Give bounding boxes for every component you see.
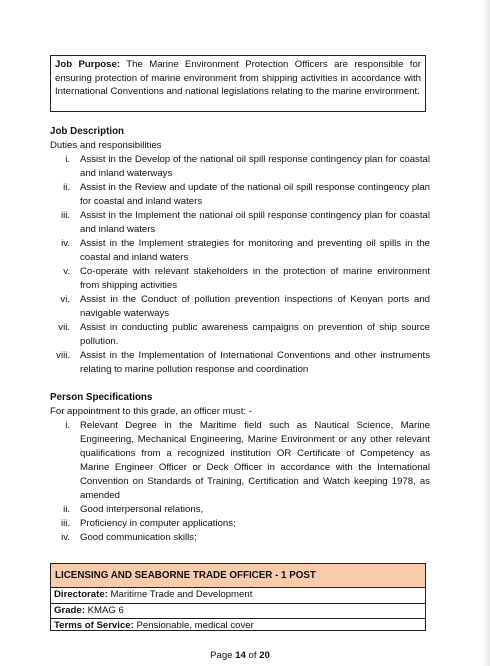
duty-item: [50, 293, 430, 321]
page-prefix: Page: [210, 650, 236, 661]
spec-number: iv.: [61, 532, 70, 543]
spec-item: [50, 503, 430, 517]
post-details-box: [50, 563, 426, 631]
person-spec-list: [50, 419, 430, 545]
spec-text: Good communication skills;: [80, 532, 197, 543]
spec-number: ii.: [63, 504, 70, 515]
duties-list: [50, 153, 430, 377]
grade-label: Grade:: [54, 604, 85, 616]
duty-number: v.: [63, 266, 70, 277]
job-purpose-label: Job Purpose:: [55, 59, 121, 70]
duty-item: [50, 321, 430, 349]
page-total: 20: [259, 650, 270, 661]
duty-item: [50, 349, 430, 377]
terms-row: [51, 619, 425, 634]
directorate-row: [51, 588, 425, 604]
spec-number: iii.: [60, 518, 70, 529]
duty-number: iii.: [60, 210, 70, 221]
spec-text: Proficiency in computer applications;: [80, 518, 236, 529]
duty-number: viii.: [56, 350, 70, 361]
duty-item: [50, 153, 430, 181]
duty-number: iv.: [61, 238, 70, 249]
duty-text: Assist in the Develop of the national oil spill response contingency plan for coastal and inland waterways: [80, 154, 430, 179]
spec-item: [50, 517, 430, 531]
duty-text: Assist in the Review and update of the national oil spill response contingency plan for coastal and inland waters: [80, 182, 430, 207]
spec-text: Good interpersonal relations,: [80, 504, 204, 515]
page-edge-shadow: [482, 0, 490, 666]
duty-number: vii.: [58, 322, 70, 333]
job-purpose-box: [50, 55, 426, 112]
duty-item: [50, 209, 430, 237]
duty-text: Assist in the Implement strategies for monitoring and preventing oil spills in the coastal and inland waters: [80, 238, 430, 263]
page-current: 14: [235, 650, 246, 661]
post-heading: LICENSING AND SEABORNE TRADE OFFICER - 1 POST: [51, 564, 425, 588]
directorate-value: Maritime Trade and Development: [107, 589, 253, 600]
page-number: [0, 650, 480, 661]
duties-intro: Duties and responsibilities: [50, 140, 162, 151]
duty-item: [50, 237, 430, 265]
job-description-title: Job Description: [50, 126, 125, 137]
duty-text: Assist in the Conduct of pollution prevention inspections of Kenyan ports and navigable waterways: [80, 294, 430, 319]
spec-number: i.: [65, 420, 70, 431]
grade-value: KMAG 6: [84, 604, 124, 616]
duty-text: Assist in the Implement the national oil spill response contingency plan for coastal and inland waters: [80, 210, 430, 235]
duty-text: Assist in conducting public awareness campaigns on prevention of ship source pollution.: [80, 322, 430, 347]
page-middle: of: [245, 650, 260, 661]
spec-text: Relevant Degree in the Maritime field such as Nautical Science, Marine Engineering, Mechanical Engineering, Marine Environment or any other relevant qualifications from a recognized institution OR Certificate of Competency as Marine Engineer Officer or Deck Officer in accordance with the International Convention on Standards of Training, Certification and Watch keeping 1978, as amended: [80, 420, 430, 501]
duty-number: i.: [65, 154, 70, 165]
grade-row: [51, 604, 425, 620]
duty-number: ii.: [63, 182, 70, 193]
spec-item: [50, 531, 430, 545]
terms-value: Pensionable, medical cover: [133, 620, 254, 632]
directorate-label: Directorate:: [54, 589, 108, 600]
terms-label: Terms of Service:: [54, 620, 134, 632]
duty-text: Co-operate with relevant stakeholders in the protection of marine environment from shipping activities: [80, 266, 430, 291]
person-spec-intro: For appointment to this grade, an officer must: -: [50, 406, 252, 417]
duty-item: [50, 181, 430, 209]
person-specifications-title: Person Specifications: [50, 392, 153, 403]
duty-text: Assist in the Implementation of International Conventions and other instruments relating to marine pollution response and coordination: [80, 350, 430, 375]
duty-number: vi.: [60, 294, 70, 305]
duty-item: [50, 265, 430, 293]
spec-item: [50, 419, 430, 503]
job-purpose-text: The Marine Environment Protection Officers are responsible for ensuring protection of marine environment from shipping activities in accordance with International Conventions and national legislations relating to the marine environment.: [55, 59, 421, 98]
